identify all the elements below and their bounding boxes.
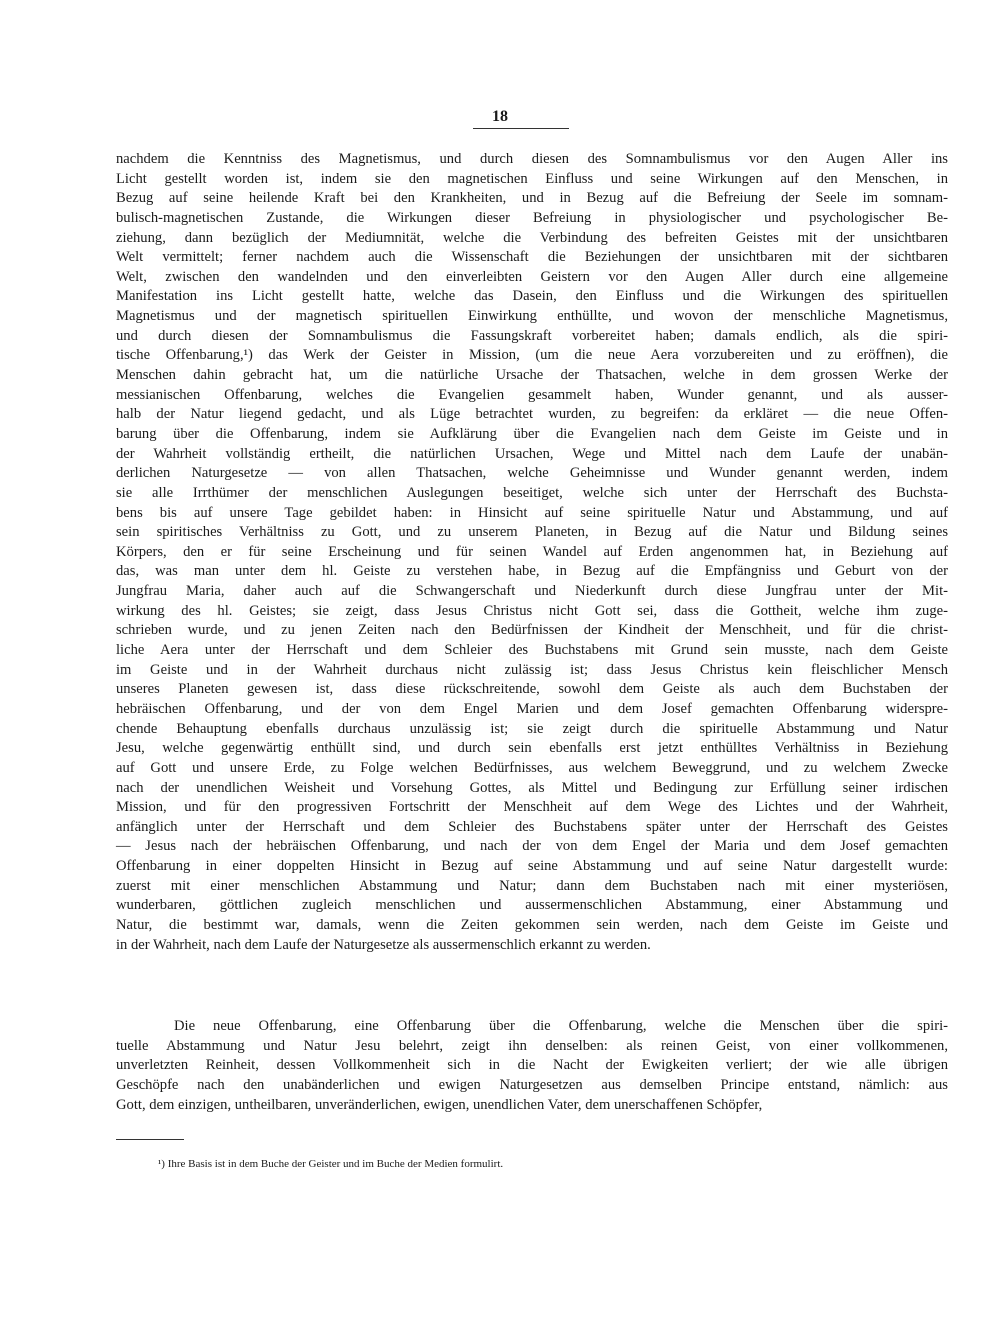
text-line: der Wahrheit vollständig ertheilt, die natürlichen Ursachen, Wege und Mittel nach dem Laufe der unabän-	[116, 445, 948, 462]
text-line: hebräischen Offenbarung, und der von dem Engel Marien und dem Josef gemachten Offenbarung widerspre-	[116, 700, 948, 717]
footnote-rule	[116, 1139, 184, 1140]
body-paragraph	[116, 150, 948, 955]
text-line: — Jesus nach der hebräischen Offenbarung, und nach der von dem Engel der Maria und dem Josef gemachten	[116, 838, 948, 855]
text-line: Offenbarung in einer doppelten Hinsicht in Bezug auf seine Abstammung und auf seine Natur dargestellt wurde:	[116, 858, 948, 875]
text-line: sein spiritisches Verhältniss zu Gott, und zu unserem Planeten, in Bezug auf die Natur und Bildung seines	[116, 524, 948, 541]
text-line: Mission, und für den progressiven Fortschritt der Menschheit auf dem Wege des Lichtes und der Wahrheit,	[116, 799, 948, 816]
text-line: bulisch-magnetischen Zustande, die Wirkungen dieser Befreiung in physiologischer und psychologischer Be-	[116, 209, 948, 226]
text-line: messianischen Offenbarung, welches die Evangelien gesammelt haben, Wunder genannt, und als ausser-	[116, 386, 948, 403]
text-line: bens bis auf unsere Tage gebildet haben: in Hinsicht auf seine spirituelle Natur und Abstammung, und auf	[116, 504, 948, 521]
text-line: Menschen dahin gebracht hat, um die natürliche Ursache der Thatsachen, welche in dem grossen Werke der	[116, 367, 948, 384]
text-line: unverletzten Reinheit, dessen Vollkommenheit sich in die Nacht der Ewigkeiten verliert; der wie alle übrigen	[116, 1057, 948, 1074]
footnote: ¹) Ihre Basis ist in dem Buche der Geister und im Buche der Medien formulirt.	[158, 1158, 504, 1170]
text-line: Die neue Offenbarung, eine Offenbarung über die Offenbarung, welche die Menschen über die spiri-	[174, 1018, 948, 1034]
text-line: sie alle Irrthümer der menschlichen Auslegungen beseitiget, welche sich unter der Herrschaft des Buchsta-	[116, 484, 948, 501]
text-line: barung über die Offenbarung, indem sie Aufklärung über die Evangelien nach dem Geiste im Geiste und in	[116, 425, 948, 442]
text-line: und durch diesen der Somnambulismus die Fassungskraft vorbereitet haben; damals endlich, als die spiri-	[116, 327, 948, 344]
text-line: Bezug auf seine heilende Kraft bei den Krankheiten, und in Bezug auf die Befreiung der Seele im somnam-	[116, 190, 948, 207]
text-line: halb der Natur liegend gedacht, und als Lüge betrachtet wurden, zu begreifen: da erkläret — die neue Offen-	[116, 406, 948, 423]
text-line: Jesu, welche gegenwärtig enthüllt sind, und durch sein ebenfalls erst jetzt enthülltes Verhältniss in Beziehung	[116, 740, 948, 757]
text-line: schrieben wurde, und zu jenen Zeiten nach den Bedürfnissen der Kindheit der Menschheit, und für die christ-	[116, 622, 948, 639]
body-paragraph	[116, 1017, 948, 1115]
text-line: Manifestation ins Licht gestellt hatte, welche das Dasein, den Einfluss und die Wirkungen des spirituellen	[116, 288, 948, 305]
text-line: wirkung des hl. Geistes; sie zeigt, dass Jesus Christus nicht Gott sei, dass die Gottheit, welche ihm zuge-	[116, 602, 948, 619]
text-line: Natur, die bestimmt war, damals, wenn die Zeiten gekommen sein werden, nach dem Geiste im Geiste und	[116, 916, 948, 933]
text-line: Welt, zwischen den wandelnden und den einverleibten Geistern vor den Augen Aller durch eine allgemeine	[116, 268, 948, 285]
text-line: wunderbaren, göttlichen zugleich menschlichen und aussermenschlichen Abstammung, einer Abstammung und	[116, 897, 948, 914]
text-line: Welt vermittelt; ferner nachdem auch die Wissenschaft die Beziehungen der unsichtbaren mit der sichtbaren	[116, 249, 948, 266]
text-line: anfänglich unter der Herrschaft und dem Schleier des Buchstabens später unter der Herrschaft des Geistes	[116, 818, 948, 835]
text-line: tuelle Abstammung und Natur Jesu belehrt, zeigt ihn denselben: als reinen Geist, von einer vollkommenen,	[116, 1037, 948, 1054]
text-line: Geschöpfe nach den unabänderlichen und ewigen Naturgesetzen aus demselben Principe entstand, nämlich: aus	[116, 1076, 948, 1093]
text-line: auf Gott und unsere Erde, zu Folge welchen Bedürfnisses, aus welchem Beweggrund, und zu welchem Zwecke	[116, 759, 948, 776]
text-line: liche Aera unter der Herrschaft und dem Schleier des Buchstabens mit Grund sein musste, nach dem Geiste	[116, 642, 948, 659]
text-line: das, was man unter dem hl. Geiste zu verstehen habe, in Bezug auf die Empfängniss und Geburt von der	[116, 563, 948, 580]
text-line: Licht gestellt worden ist, indem sie den magnetischen Einfluss und seine Wirkungen auf den Menschen, in	[116, 170, 948, 187]
text-line: derlichen Naturgesetze — von allen Thatsachen, welche Geheimnisse und Wunder genannt werden, indem	[116, 465, 948, 482]
text-line: in der Wahrheit, nach dem Laufe der Naturgesetze als aussermenschlich erkannt zu werden.	[116, 936, 651, 953]
page-number: 18	[492, 108, 508, 125]
text-line: unseres Planeten gewesen ist, dass diese rückschreitende, sowohl dem Geiste als auch dem Buchstaben der	[116, 681, 948, 698]
text-line: im Geiste und in der Wahrheit durchaus nicht zulässig ist; dass Jesus Christus kein fleischlicher Mensch	[116, 661, 948, 678]
text-line: Körpers, den er für seine Erscheinung und für seinen Wandel auf Erden angenommen hat, in Beziehung auf	[116, 543, 948, 560]
text-line: Jungfrau Maria, daher auch auf die Schwangerschaft und Niederkunft durch diese Jungfrau unter der Mit-	[116, 583, 948, 600]
text-line: Gott, dem einzigen, untheilbaren, unveränderlichen, ewigen, unendlichen Vater, dem unerschaffenen Schöpfer,	[116, 1096, 763, 1113]
text-line: nach der unendlichen Weisheit und Vorsehung Gottes, als Mittel und Bedingung zur Erfüllung seiner irdischen	[116, 779, 948, 796]
text-line: nachdem die Kenntniss des Magnetismus, und durch diesen des Somnambulismus vor den Augen Aller ins	[116, 151, 948, 167]
text-line: tische Offenbarung,¹) das Werk der Geister in Mission, (um die neue Aera vorzubereiten und zu eröffnen), die	[116, 347, 948, 364]
text-line: ziehung, dann bezüglich der Mediumnität, welche die Verbindung des befreiten Geistes mit der unsichtbaren	[116, 229, 948, 246]
text-line: zuerst mit einer menschlichen Abstammung und Natur; dann dem Buchstaben nach mit einer mysteriösen,	[116, 877, 948, 894]
page-number-rule	[473, 128, 569, 129]
text-line: chende Behauptung ebenfalls durchaus unzulässig ist; sie zeigt durch die spirituelle Abstammung und Natur	[116, 720, 948, 737]
text-line: Magnetismus und der magnetisch spirituellen Einwirkung enthüllte, und wovon der menschliche Magnetismus,	[116, 308, 948, 325]
